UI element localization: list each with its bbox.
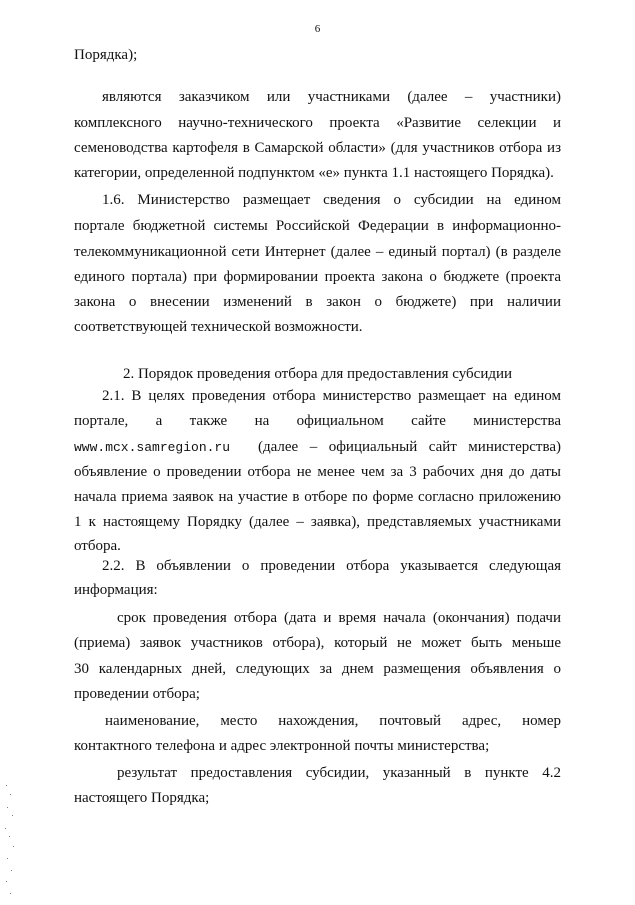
text-line: 2.2. В объявлении о проведении отбора указывается следующая xyxy=(102,558,561,574)
text-line: наименование, место нахождения, почтовый адрес, номер xyxy=(105,713,561,729)
text-line: телекоммуникационной сети Интернет (далее – единый портал) (в разделе xyxy=(74,244,561,260)
text-line: Порядка); xyxy=(74,47,138,63)
text-line: закона о внесении изменений в закон о бюджете) при наличии xyxy=(74,294,561,310)
scan-specks xyxy=(4,780,16,905)
text-line: являются заказчиком или участниками (далее – участники) xyxy=(102,89,561,105)
text-line: (приема) заявок участников отбора), который не может быть меньше xyxy=(74,635,561,651)
text-line: 1.6. Министерство размещает сведения о субсидии на едином xyxy=(102,192,561,208)
text-line: отбора. xyxy=(74,538,121,554)
text-line: объявление о проведении отбора не менее чем за 3 рабочих дня до даты xyxy=(74,464,561,480)
text-line: единого портала) при формировании проекта закона о бюджете (проекта xyxy=(74,269,561,285)
text-line: (далее – официальный сайт министерства) xyxy=(258,439,561,455)
text-line: 1 к настоящему Порядку (далее – заявка), представляемых участниками xyxy=(74,514,561,530)
text-line: контактного телефона и адрес электронной почты министерства; xyxy=(74,738,490,754)
website-link: www.mcx.samregion.ru xyxy=(74,440,231,455)
text-line: результат предоставления субсидии, указанный в пункте 4.2 xyxy=(117,765,561,781)
text-line: категории, определенной подпунктом «е» пункта 1.1 настоящего Порядка). xyxy=(74,165,554,181)
text-line: проведении отбора; xyxy=(74,686,200,702)
text-line: начала приема заявок на участие в отборе по форме согласно приложению xyxy=(74,489,561,505)
text-line: 2.1. В целях проведения отбора министерство размещает на едином xyxy=(102,388,561,404)
text-line: семеноводства картофеля в Самарской области» (для участников отбора из xyxy=(74,140,561,156)
text-line: соответствующей технической возможности. xyxy=(74,319,363,335)
section-heading: 2. Порядок проведения отбора для предоставления субсидии xyxy=(122,366,513,382)
text-line: портале бюджетной системы Российской Федерации в информационно- xyxy=(74,218,561,234)
text-line: срок проведения отбора (дата и время начала (окончания) подачи xyxy=(117,610,561,626)
text-line: настоящего Порядка; xyxy=(74,790,210,806)
text-line: 30 календарных дней, следующих за днем размещения объявления о xyxy=(74,661,561,677)
page-number: 6 xyxy=(314,23,321,35)
text-line: комплексного научно-технического проекта «Развитие селекции и xyxy=(74,115,561,131)
text-line: информация: xyxy=(74,582,158,598)
text-line: портале, а также на официальном сайте министерства xyxy=(74,413,561,429)
